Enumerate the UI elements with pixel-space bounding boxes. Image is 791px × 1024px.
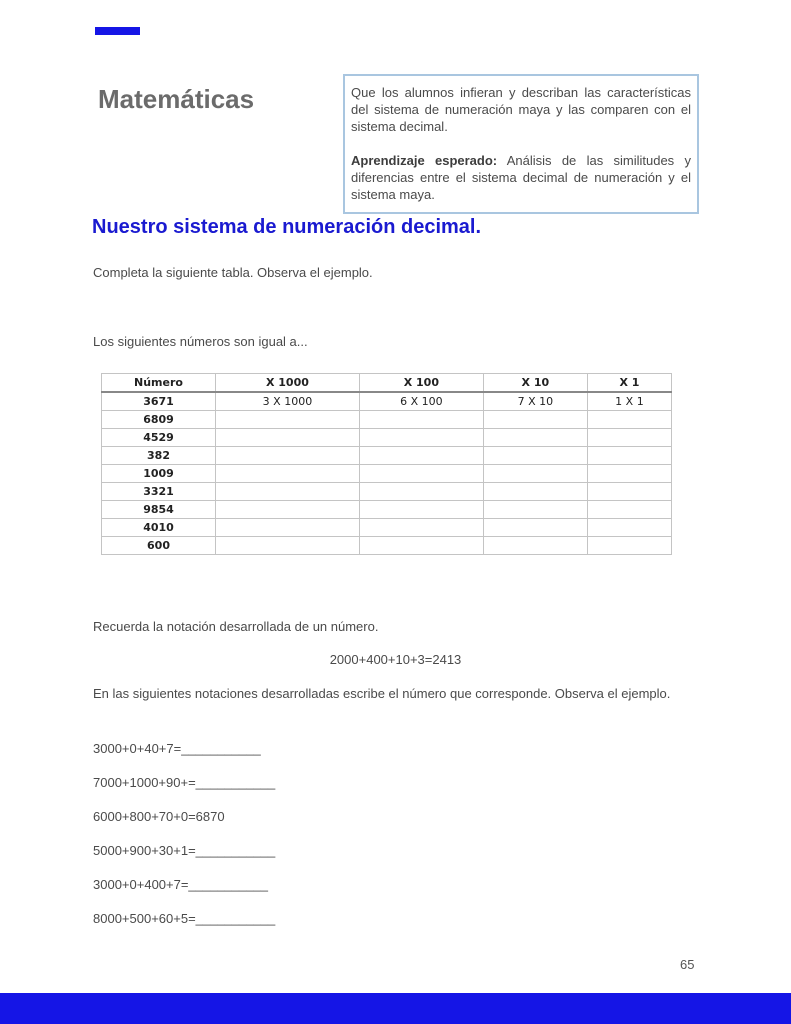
- table-row: [102, 392, 672, 411]
- table-cell: [216, 519, 360, 537]
- top-accent-bar: [95, 27, 140, 35]
- instruction-complete-table: Completa la siguiente tabla. Observa el ejemplo.: [93, 265, 373, 280]
- page-number: 65: [680, 957, 695, 972]
- table-cell: 7 X 10: [483, 392, 587, 411]
- exercise-item: 6000+800+70+0=6870: [93, 809, 225, 824]
- exercise-item: 7000+1000+90+=___________: [93, 775, 276, 790]
- table-cell-number: 1009: [102, 465, 216, 483]
- table-cell: [483, 465, 587, 483]
- table-cell: [359, 465, 483, 483]
- exercise-item: 3000+0+400+7=___________: [93, 877, 268, 892]
- table-cell: [587, 411, 671, 429]
- subject-title: Matemáticas: [98, 84, 255, 114]
- table-cell: [587, 483, 671, 501]
- table-cell: [216, 465, 360, 483]
- objective-box: [343, 74, 699, 214]
- table-cell-number: 382: [102, 447, 216, 465]
- header-x1: X 1: [587, 374, 671, 393]
- header-numero: Número: [102, 374, 216, 393]
- table-cell: [216, 411, 360, 429]
- table-row: [102, 411, 672, 429]
- table-cell: [587, 465, 671, 483]
- learning-expected-text: Análisis de las similitudes y diferencias entre el sistema decimal de numeración y el sistema maya.: [351, 153, 691, 202]
- table-cell: [587, 519, 671, 537]
- table-cell: [359, 537, 483, 555]
- header-x1000: X 1000: [216, 374, 360, 393]
- table-cell-number: 4529: [102, 429, 216, 447]
- example-expanded-notation: 2000+400+10+3=2413: [329, 652, 462, 667]
- table-cell: 1 X 1: [587, 392, 671, 411]
- exercise-item: 5000+900+30+1=___________: [93, 843, 276, 858]
- table-cell: [587, 447, 671, 465]
- header-x100: X 100: [359, 374, 483, 393]
- table-cell: [483, 447, 587, 465]
- table-cell: [216, 429, 360, 447]
- exercise-item: 8000+500+60+5=___________: [93, 911, 276, 926]
- table-cell: [587, 501, 671, 519]
- table-cell: [216, 483, 360, 501]
- table-cell: [216, 501, 360, 519]
- table-row: [102, 519, 672, 537]
- table-cell-number: 6809: [102, 411, 216, 429]
- table-cell-number: 9854: [102, 501, 216, 519]
- table-cell: [216, 447, 360, 465]
- table-cell: [483, 429, 587, 447]
- table-cell: [483, 537, 587, 555]
- table-cell: [483, 519, 587, 537]
- table-cell: 3 X 1000: [216, 392, 360, 411]
- table-row: [102, 537, 672, 555]
- table-cell-number: 3671: [102, 392, 216, 411]
- table-cell: [359, 483, 483, 501]
- table-cell: [359, 429, 483, 447]
- table-cell: 6 X 100: [359, 392, 483, 411]
- table-cell: [587, 429, 671, 447]
- table-cell: [359, 411, 483, 429]
- table-cell: [216, 537, 360, 555]
- objective-text: Que los alumnos infieran y describan las características del sistema de numeración maya y las comparen con el sistema decimal.: [351, 85, 691, 134]
- table-cell: [483, 411, 587, 429]
- section-title: Nuestro sistema de numeración decimal.: [92, 216, 482, 238]
- table-cell: [483, 483, 587, 501]
- exercise-item: 3000+0+40+7=___________: [93, 741, 261, 756]
- numeration-table: [101, 373, 672, 555]
- learning-expected: [351, 152, 691, 203]
- table-cell: [359, 501, 483, 519]
- recuerda-text: Recuerda la notación desarrollada de un número.: [93, 619, 379, 634]
- learning-expected-label: Aprendizaje esperado:: [351, 153, 498, 168]
- instruction-expanded-notation: En las siguientes notaciones desarrolladas escribe el número que corresponde. Observa el ejemplo.: [93, 686, 671, 701]
- instruction-numbers: Los siguientes números son igual a...: [93, 334, 308, 349]
- table-cell: [359, 519, 483, 537]
- table-cell-number: 3321: [102, 483, 216, 501]
- table-cell-number: 4010: [102, 519, 216, 537]
- bottom-accent-bar: [0, 993, 791, 1024]
- table-row: [102, 483, 672, 501]
- table-cell: [359, 447, 483, 465]
- table-row: [102, 447, 672, 465]
- table-cell: [483, 501, 587, 519]
- header-x10: X 10: [483, 374, 587, 393]
- table-row: [102, 501, 672, 519]
- table-row: [102, 429, 672, 447]
- table-cell: [587, 537, 671, 555]
- table-header-row: [102, 374, 672, 393]
- table-cell-number: 600: [102, 537, 216, 555]
- table-row: [102, 465, 672, 483]
